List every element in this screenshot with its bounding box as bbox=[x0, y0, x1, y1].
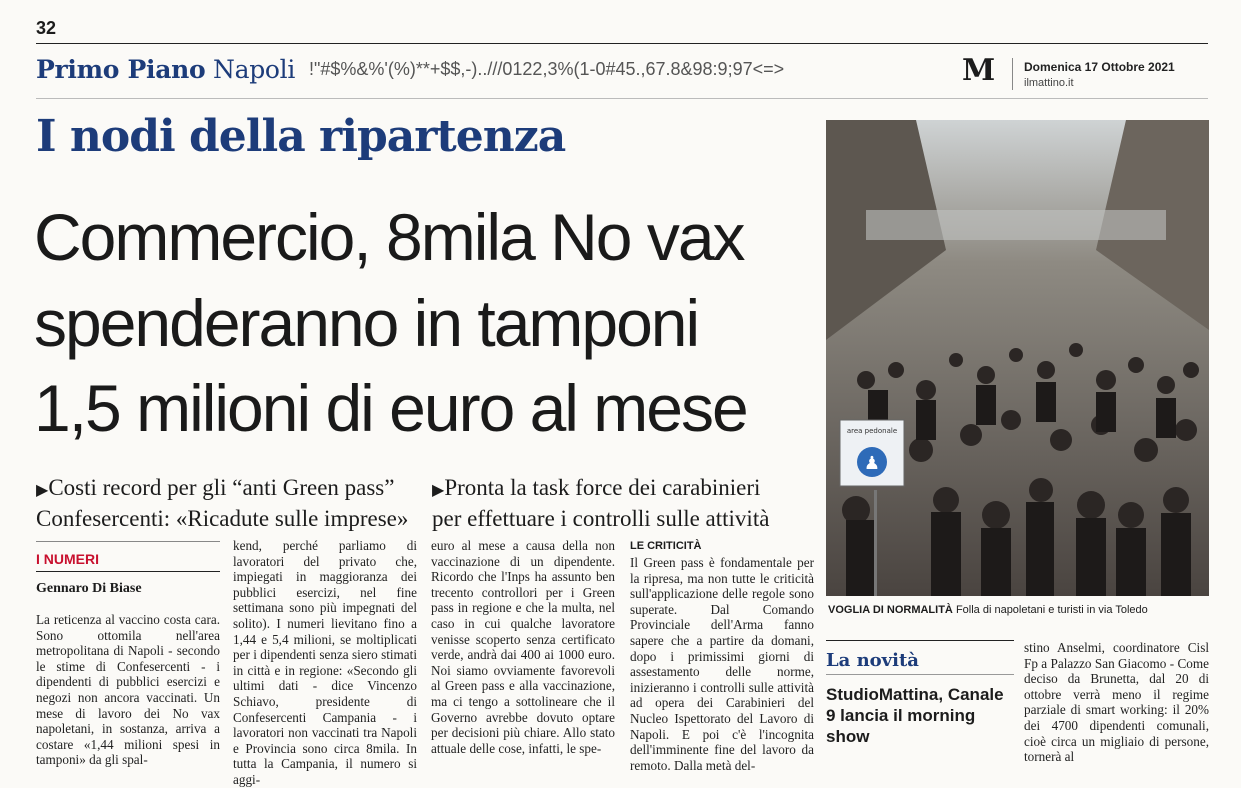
sidebar-label: La novità bbox=[826, 650, 919, 671]
section-name: Primo Piano bbox=[36, 55, 206, 84]
section-city: Napoli bbox=[213, 55, 296, 84]
article-column-4: Il Green pass è fondamentale per la ripresa, ma non tutte le criticità sull'applicazione delle regole sono superate. Dal Comando Provinciale dell'Arma fanno sapere che a partire da domani, dopo i primissimi giorni di assestamento delle norme, inizieranno i controlli sulle attività ad opera dei Carabinieri del Nucleo Ispettorato del Lavoro di Napoli. E poi c'è l'incognita dell'imminente fine del lavoro da remoto. Dalla metà del- bbox=[630, 555, 814, 773]
triangle-bullet-icon: ▶ bbox=[36, 482, 49, 499]
article-kicker: I nodi della ripartenza bbox=[36, 111, 566, 162]
sidebar-column: stino Anselmi, coordinatore Cisl Fp a Palazzo San Giacomo - Come deciso da Brunetta, dal 20 di ottobre verrà meno il regime parziale di smart working: il 20% dei 4700 dipendenti comunali, cioè circa un migliaio di persone, tornerà al bbox=[1024, 640, 1209, 765]
sidebar-label-rule bbox=[826, 674, 1014, 675]
photo-illustration bbox=[826, 120, 1209, 596]
subhead-left-line-2: Confesercenti: «Ricadute sulle imprese» bbox=[36, 506, 409, 531]
caption-label: VOGLIA DI NORMALITÀ bbox=[828, 604, 953, 616]
column-rule bbox=[36, 541, 220, 542]
criticita-label: LE CRITICITÀ bbox=[630, 540, 702, 552]
sidebar-top-rule bbox=[826, 640, 1014, 641]
label-underline bbox=[36, 571, 220, 572]
article-column-2: kend, perché parliamo di lavoratori del privato che, impiegati in maggioranza dei pubblici esercizi, nel fine settimana sono più impegnati del solito). I numeri lievitano fino a 1,44 e 5,4 milioni, se moltiplicati per i dipendenti senza siero stimati in città e in regione: «Secondo gli ultimi dati - dice Vincenzo Schiavo, presidente di Confesercenti Campania - i lavoratori non vaccinati tra Napoli e Provincia sono circa 8mila. In tutta la Campania, il numero si aggi- bbox=[233, 538, 417, 787]
article-column-1: La reticenza al vaccino costa cara. Sono ottomila nell'area metropolitana di Napoli - secondo le stime di Confesercenti - i dipendenti di pubblici esercizi e negozi non ancora vaccinati. Un mese di lavoro dei No vax napoletani, in sostanza, arriva a costare «1,44 milioni spesi in tamponi» da gli spal- bbox=[36, 612, 220, 768]
subhead-left-line-1: Costi record per gli “anti Green pass” bbox=[48, 475, 395, 500]
sidebar-title: StudioMattina, Canale 9 lancia il morning show bbox=[826, 685, 1004, 746]
page-number: 32 bbox=[36, 18, 57, 38]
article-column-3: euro al mese a causa della non vaccinazione di un dipendente. Ricordo che l'Inps ha assunto ben trecento controllori per i Green pass in regione e che la multa, nel caso in cui qualche lavoratore venisse scoperto senza certificato verde, andrà dai 400 ai 1000 euro. Noi siamo ovviamente favorevoli al Green pass e alla vaccinazione, ma ci tengo a sottolineare che il Governo avrebbe dovuto optare per decisioni più chiare. Allo stato attuale delle cose, infatti, le spe- bbox=[431, 538, 615, 756]
pedestrian-icon: ♟ bbox=[863, 453, 881, 474]
subhead-right bbox=[432, 474, 769, 533]
section-label: I NUMERI bbox=[36, 551, 99, 567]
subhead-left bbox=[36, 474, 408, 533]
street-crowd-photo bbox=[826, 120, 1209, 596]
headline-line-3: 1,5 milioni di euro al mese bbox=[34, 371, 747, 445]
headline-line-1: Commercio, 8mila No vax bbox=[34, 200, 744, 274]
garbled-header-text: !"#$%&%'(%)**+$$,-)..///0122,3%(1-0#45.,67.8&98:9;97<=> bbox=[309, 59, 785, 79]
caption-text: Folla di napoletani e turisti in via Toledo bbox=[955, 604, 1148, 616]
subhead-right-line-2: per effettuare i controlli sulle attività bbox=[432, 506, 770, 531]
newspaper-logo: M bbox=[962, 53, 996, 88]
headline-line-2: spenderanno in tamponi bbox=[34, 286, 699, 360]
author-byline: Gennaro Di Biase bbox=[36, 581, 142, 596]
sign-text: area pedonale bbox=[846, 427, 898, 435]
header-bottom-rule bbox=[36, 98, 1208, 99]
top-rule bbox=[36, 43, 1208, 44]
photo-caption bbox=[828, 604, 1148, 616]
triangle-bullet-icon: ▶ bbox=[432, 482, 445, 499]
subhead-right-line-1: Pronta la task force dei carabinieri bbox=[444, 475, 761, 500]
website-link[interactable]: ilmattino.it bbox=[1024, 77, 1074, 89]
header-divider bbox=[1012, 58, 1013, 90]
issue-date: Domenica 17 Ottobre 2021 bbox=[1024, 60, 1175, 74]
section-title bbox=[36, 53, 295, 87]
